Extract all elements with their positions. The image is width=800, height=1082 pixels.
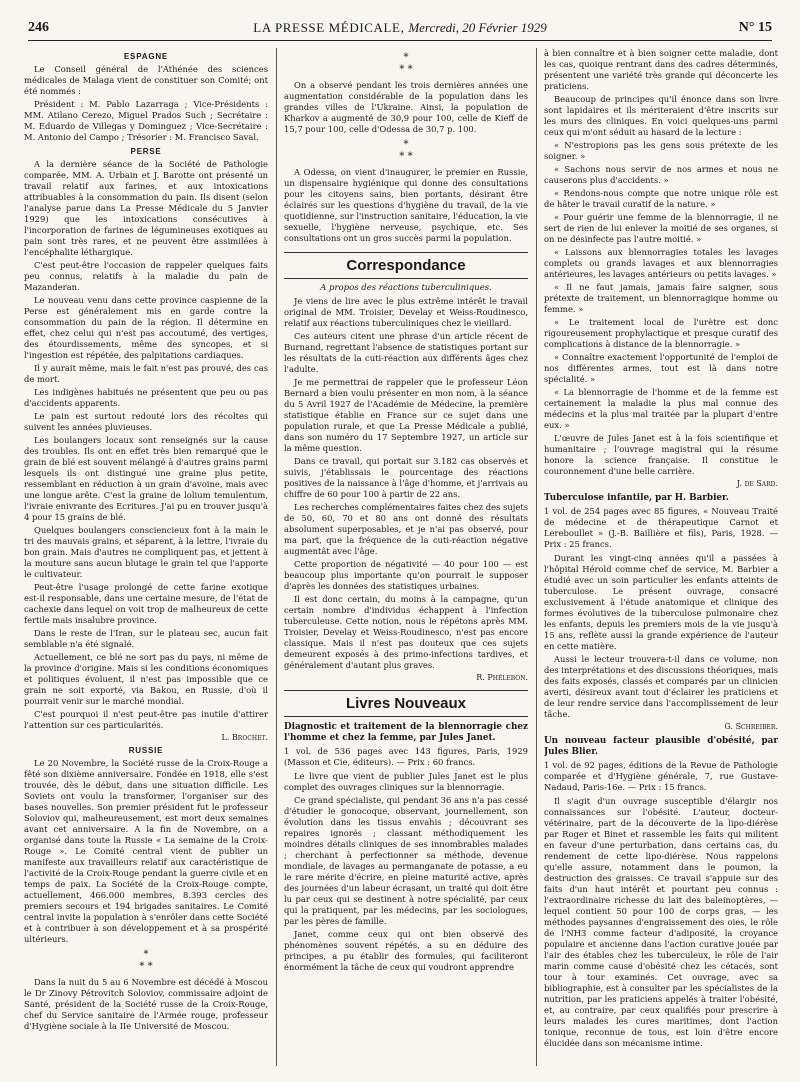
quote: « Rendons-nous compte que notre unique rôle est de hâter le travail curatif de la nature. » bbox=[544, 188, 778, 209]
book-details: 1 vol. de 92 pages, éditions de la Revue de Pathologie comparée et d'Hygiène générale, 7, rue Gustave-Nadaud, Paris-16e. — Prix : 15 francs. bbox=[544, 760, 778, 792]
quote: « Pour guérir une femme de la blennorragie, il ne sert de rien de lui enlever la moitié de ses organes, si on ne désinfecte pas l'autre moitié. » bbox=[544, 212, 778, 244]
paragraph: Janet, comme ceux qui ont bien observé des phénomènes souvent répétés, a su en déduire des principes, a pu établir des formules, qui faciliteront énormément la tâche de ceux qui voudront apprendre bbox=[284, 929, 528, 972]
masthead bbox=[28, 14, 772, 41]
paragraph: à bien connaître et à bien soigner cette maladie, dont les cas, quoique rentrant dans des cadres déterminés, présentent une variété très grande qui déconcerte les praticiens. bbox=[544, 48, 778, 91]
issue-date: Mercredi, 20 Février 1929 bbox=[408, 20, 547, 35]
column-divider-2 bbox=[536, 48, 537, 1066]
section-heading-espagne: ESPAGNE bbox=[123, 52, 169, 61]
asterism-divider: * * * bbox=[139, 949, 153, 972]
paragraph: Je viens de lire avec le plus extrême intérêt le travail original de MM. Troisier, Develay et Weiss-Roudinesco, relatif aux réactions tuberculiniques chez le vieillard. bbox=[284, 296, 528, 328]
section-heading-correspondance: Correspondance bbox=[284, 252, 528, 279]
book-title: Tuberculose infantile, par H. Barbier. bbox=[544, 493, 729, 503]
book-details: 1 vol. de 536 pages avec 143 figures, Paris, 1929 (Masson et Cie, éditeurs). — Prix : 60 francs. bbox=[284, 746, 528, 767]
column-divider-1 bbox=[276, 48, 277, 1066]
paragraph: Ces auteurs citent une phrase d'un article récent de Burnand, regrettant l'absence de statistiques portant sur les résultats de la cuti-réaction aux différents âges chez l'adulte. bbox=[284, 331, 528, 374]
paragraph: Il y aurait même, mais le fait n'est pas prouvé, des cas de mort. bbox=[24, 363, 268, 384]
paragraph: Le nouveau venu dans cette province caspienne de la Perse est généralement mis en garde contre la consommation du pain de la région. Il détermine en effet, chez celui qui n'est pas accoutumé, des vertiges, des étourdissements, même des syncopes, et si l'ingestion est répétée, des palpitations cardiaques. bbox=[24, 295, 268, 360]
paragraph: C'est pourquoi il n'est peut-être pas inutile d'attirer l'attention sur ces particularités. bbox=[24, 709, 268, 730]
paragraph: Les indigènes habitués ne présentent que peu ou pas d'accidents apparents. bbox=[24, 387, 268, 408]
paragraph: Peut-être l'usage prolongé de cette farine exotique est-il responsable, dans une certaine mesure, de l'état de cachexie dans lequel on voit trop de malheureux de cette fertile mais insalubre province. bbox=[24, 582, 268, 625]
section-heading-perse: PERSE bbox=[130, 147, 162, 156]
asterism-divider: * * * bbox=[399, 52, 413, 75]
asterism-divider: * * * bbox=[399, 139, 413, 162]
quote: « Laissons aux blennorragies totales les lavages complets ou grands lavages et aux blennorragies antérieures, les lavages antérieurs ou petits lavages. » bbox=[544, 247, 778, 279]
paragraph: L'œuvre de Jules Janet est à la fois scientifique et humanitaire ; l'ouvrage magistral qui la résume honore la science française. Il constitue le couronnement d'une belle carrière. bbox=[544, 433, 778, 476]
paragraph: Ce grand spécialiste, qui pendant 36 ans n'a pas cessé d'étudier le gonocoque, observant, journellement, son évolution dans les tissus envahis ; découvrant ses repaires ignorés ; classant méthodiquement les moindres détails cliniques de ses innombrables malades ; cherchant à perfectionner sa méthode, devenue mondiale, de lavages au permanganate de potasse, a eu le rare mérite d'écrire, en pleine maturité active, après des journées d'un labeur écrasant, un traité qui doit être lu par ceux qui se destinent à notre spécialité, par ceux qui la pratiquent, par les médecins, par les sociologues, par les pères de famille. bbox=[284, 795, 528, 926]
paragraph: Il est donc certain, du moins à la campagne, qu'un certain nombre d'individus échappent à l'infection tuberculeuse. Cette notion, nous le répétons après MM. Troisier, Develay et Weiss-Roudinesco, n'est pas encore classique. Mais il n'est pas douteux que ces sujets demeurent exposés à des primo-infections tardives, et généralement d'autant plus graves. bbox=[284, 594, 528, 670]
page-number: 246 bbox=[28, 20, 49, 35]
paragraph: Il s'agit d'un ouvrage susceptible d'élargir nos connaissances sur l'obésité. L'auteur, docteur-vétérinaire, part de la découverte de la lipo-diérèse par Roger et Binet et rassemble les faits qui militent en faveur d'une perturbation, dans certains cas, du rendement de cette lipo-diérèse. Nous rappelons qu'elle assure, notamment dans le poumon, la destruction des graisses. Ce travail s'appuie sur des faits d'un haut intérêt et pourtant peu connus : l'extraordinaire richesse du lait des baleinoptères, — lequel contient 50 pour 100 de corps gras, — les méthodes paysannes d'engraissement des oies, le rôle de l'NH3 comme facteur d'adiposité, la croyance populaire et ancienne dans l'action curative jouée par l'air des étables chez les tuberculeux, le rôle de l'air marin comme cause d'obésité chez les cétacés, sont tour à tour examinés. Cet ouvrage, avec sa bibliographie, est à consulter par les spécialistes de la nutrition, par les praticiens appelés à traiter l'obésité, et, au contraire, par ceux qualifiés pour prescrire à leurs malades les cures maritimes, dont l'action tonique, reconnue de tous, est loin d'être encore élucidée dans son mécanisme intime. bbox=[544, 796, 778, 1048]
paragraph: On a observé pendant les trois dernières années une augmentation considérable de la population dans les grandes villes de l'Ukraine. Ainsi, la population de Kharkov a augmenté de 30,9 pour 100, celle de Kieff de 15,7 pour 100, celle d'Odessa de 30,7 p. 100. bbox=[284, 80, 528, 134]
quote: « Connaître exactement l'opportunité de l'emploi de nos différentes armes, tout est là dans notre spécialité. » bbox=[544, 352, 778, 384]
paragraph: Beaucoup de principes qu'il énonce dans son livre sont lapidaires et ils mériteraient d'être inscrits sur les murs des cliniques. En voici quelques-uns parmi ceux qui m'ont séduit au hasard de la lecture : bbox=[544, 94, 778, 137]
paragraph: Cette proportion de négativité — 40 pour 100 — est beaucoup plus importante qu'on pourrait le supposer d'après les données des statistiques urbaines. bbox=[284, 559, 528, 591]
journal-name: LA PRESSE MÉDICALE, bbox=[253, 20, 405, 35]
book-details: 1 vol. de 254 pages avec 85 figures, « Nouveau Traité de médecine et de thérapeutique Carnot et Lereboullet » (J.-B. Baillière et fils), Paris, 1928. — Prix : 25 francs. bbox=[544, 506, 778, 549]
author-signature: L. Brochet. bbox=[221, 733, 268, 742]
paragraph: Aussi le lecteur trouvera-t-il dans ce volume, non des interprétations et des discussions théoriques, mais des faits exposés, classés et comparés par un clinicien averti, désireux avant tout d'éclairer les praticiens et de leur rendre service dans l'accomplissement de leur tâche. bbox=[544, 654, 778, 719]
paragraph: Le pain est surtout redouté lors des récoltes qui suivent les années pluvieuses. bbox=[24, 411, 268, 432]
paragraph: Les recherches complémentaires faites chez des sujets de 50, 60, 70 et 80 ans ont donné des résultats absolument superposables, et je n'ai pas observé, pour ma part, que la fréquence de la cuti-réaction négative augmentât avec l'âge. bbox=[284, 502, 528, 556]
paragraph: Le livre que vient de publier Jules Janet est le plus complet des ouvrages cliniques sur la blennorragie. bbox=[284, 771, 528, 792]
issue-number: N° 15 bbox=[738, 20, 772, 35]
paragraph: Quelques boulangers consciencieux font à la main le tri des mauvais grains, et séparent, à la lettre, l'ivraie du bon grain. Mais d'autres ne compliquent pas, et jettent à la mouture sans aucun blutage le grain tel que l'apporte le cultivateur. bbox=[24, 525, 268, 579]
paragraph: Actuellement, ce blé ne sort pas du pays, ni même de la province d'origine. Mais si les conditions économiques et politiques évoluent, il n'est pas impossible que ce grain ne soit exporté, via Bakou, en Russie, d'où il pourrait venir sur le marché mondial. bbox=[24, 652, 268, 706]
section-heading-livres-nouveaux: Livres Nouveaux bbox=[284, 690, 528, 717]
column-3 bbox=[544, 48, 778, 1066]
author-signature: J. de Sard. bbox=[736, 479, 778, 488]
quote: « N'estropions pas les gens sous prétexte de les soigner. » bbox=[544, 140, 778, 161]
paragraph: C'est peut-être l'occasion de rappeler quelques faits peu connus, relatifs à la maladie du pain de Mazanderan. bbox=[24, 260, 268, 292]
column-1 bbox=[24, 48, 268, 1066]
book-title: Un nouveau facteur plausible d'obésité, par Jules Blier. bbox=[544, 736, 778, 757]
paragraph: Dans la nuit du 5 au 6 Novembre est décédé à Moscou le Dr Zinovy Pétrovitch Soloviov, commissaire adjoint de Santé, président de la Société russe de la Croix-Rouge, chef du Service sanitaire de l'Armée rouge, professeur d'Hygiène sociale à la IIe Université de Moscou. bbox=[24, 977, 268, 1031]
column-2 bbox=[284, 48, 528, 1066]
paragraph: Dans ce travail, qui portait sur 3.182 cas observés et suivis, j'établissais le pourcentage des réactions positives de la naissance à l'âge d'homme, et j'arrivais au chiffre de 60 pour 100 à partir de 22 ans. bbox=[284, 456, 528, 499]
paragraph: Le 20 Novembre, la Société russe de la Croix-Rouge a fêté son dixième anniversaire. Fondée en 1918, elle s'est trouvée, dès le début, dans une situation difficile. Les Soviets ont voulu la transformer, l'organiser sur des bases nouvelles. Son premier président fut le professeur Soloviov qui, malheureusement, est mort deux semaines avant cet anniversaire. A la fin de Novembre, on a organisé dans toute la Russie « La semaine de la Croix-Rouge ». Le Comité central vient de publier un manifeste aux travailleurs relatif aux caractéristique de l'activité de la Croix-Rouge pendant la guerre civile et en temps de paix. La Société de la Croix-Rouge compte, actuellement, 466.000 membres, 8.393 cercles des premiers secours et 194 brigades sanitaires. Le Comité central invite la population à s'enrôler dans cette Société et à contribuer à son développement et à sa prospérité ultérieurs. bbox=[24, 758, 268, 944]
paragraph: Le Conseil général de l'Athénée des sciences médicales de Malaga vient de constituer son Comité; ont été nommés : bbox=[24, 64, 268, 96]
paragraph: Durant les vingt-cinq années qu'il a passées à l'hôpital Hérold comme chef de service, M. Barbier a étudié avec un soin particulier les enfants atteints de tuberculose. Le présent ouvrage, consacré exclusivement à l'étude anatomique et clinique des formes évolutives de la tuberculose pulmonaire chez les enfants, depuis les premiers mois de la vie jusqu'à 15 ans, reflète aussi la grande expérience de l'auteur en cette matière. bbox=[544, 553, 778, 651]
paragraph: Président : M. Pablo Lazarraga ; Vice-Présidents : MM. Atilano Cerezo, Miguel Prados Such ; Secrétaire : M. Eduardo de Villegas y Dominguez ; Vice-Secrétaire : M. Antonio del Campo ; Trésorier : M. Francisco Saval. bbox=[24, 99, 268, 142]
paragraph: A la dernière séance de la Société de Pathologie comparée, MM. A. Urbain et J. Barotte ont présenté un travail relatif aux farines, et aux intoxications attribuables à la consommation du pain. Ils disent (selon l'analyse parue dans La Presse Médicale du 5 Janvier 1929) que les intoxications consécutives à l'incorporation de farines de légumineuses exotiques au pain sont très rares, et ne peuvent être assimilées à l'encéphalite léthargique. bbox=[24, 159, 268, 257]
quote: « Il ne faut jamais, jamais faire saigner, sous prétexte de traitement, un blennorragique homme ou femme. » bbox=[544, 282, 778, 314]
author-signature: R. Phélebon. bbox=[476, 673, 528, 682]
journal-title bbox=[28, 20, 772, 36]
article-subheading: A propos des réactions tuberculiniques. bbox=[320, 283, 492, 293]
paragraph: A Odessa, on vient d'inaugurer, le premier en Russie, un dispensaire hygiénique qui donne des consultations pour les citoyens sains, bien portants, désirant être éclairés sur les questions d'hygiène du travail, de la vie quotidienne, sur l'instruction sanitaire, l'éducation, la vie sexuelle, l'hygiène nerveuse, psychique, etc. Ses consultations ont un gros succès parmi la population. bbox=[284, 167, 528, 243]
quote: « Le traitement local de l'urètre est donc rigoureusement prophylactique et presque curatif des complications à distance de la blennorragie. » bbox=[544, 317, 778, 349]
author-signature: G. Schreiber. bbox=[724, 722, 778, 731]
paragraph: Les boulangers locaux sont renseignés sur la cause des troubles. Ils ont en effet très bien remarqué que le grain de blé est souvent mélangé à d'autres grains parmi lesquels ils ont distingué une graine plus petite, ressemblant en réduction à un grain d'avoine, mais avec une longue arête. C'est la graine de lolium temulentum, l'ivraie enivrante des Ecritures. J'ai pu en trouver jusqu'à 4 pour 15 grains de blé. bbox=[24, 435, 268, 522]
quote: « La blennorragie de l'homme et de la femme est certainement la maladie la plus mal connue des médecins et la plus mal traitée par la plupart d'entre eux. » bbox=[544, 387, 778, 430]
paragraph: Je me permettrai de rappeler que le professeur Léon Bernard a bien voulu présenter en mon nom, à la séance du 5 Avril 1927 de l'Académie de Médecine, la première statistique établie en France sur ce sujet dans une population rurale, et que La Presse Médicale a publié, dans son numéro du 17 Septembre 1927, un article sur la même question. bbox=[284, 377, 528, 453]
book-title: Diagnostic et traitement de la blennorragie chez l'homme et chez la femme, par Jules Janet. bbox=[284, 722, 528, 743]
quote: « Sachons nous servir de nos armes et nous ne causerons plus d'accidents. » bbox=[544, 164, 778, 185]
section-heading-russie: RUSSIE bbox=[128, 746, 164, 755]
paragraph: Dans le reste de l'Iran, sur le plateau sec, aucun fait semblable n'a été signalé. bbox=[24, 628, 268, 649]
